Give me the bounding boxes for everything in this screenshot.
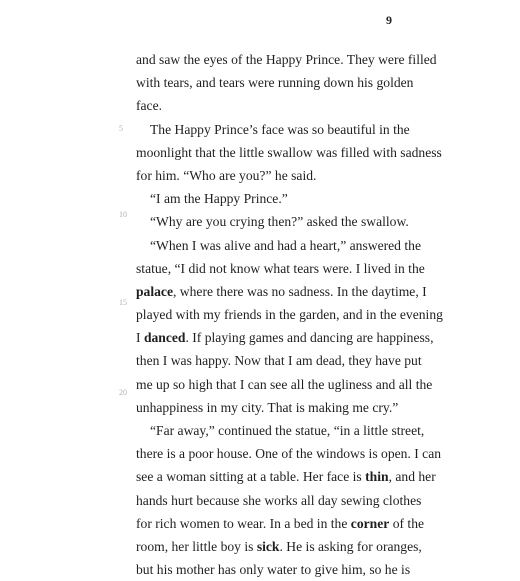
glossary-word: thin: [365, 469, 389, 485]
text-run: face.: [136, 98, 163, 114]
body-text: [136, 48, 443, 581]
text-run: “When I was alive and had a heart,” answered the: [150, 237, 421, 253]
text-run: and saw the eyes of the Happy Prince. They were filled: [136, 52, 437, 67]
text-run: “Why are you crying then?” asked the swallow.: [150, 214, 409, 230]
text-line: [136, 118, 410, 141]
line-number-15: 15: [119, 298, 127, 307]
text-run: there is a poor house. One of the windows is open. I can: [136, 446, 442, 462]
text-run: me up so high that I can see all the ugliness and all the: [136, 376, 433, 392]
text-line: [136, 512, 425, 535]
text-line: [136, 94, 392, 117]
text-run: unhappiness in my city. That is making me cry.”: [136, 399, 399, 415]
text-line: [136, 71, 414, 94]
text-run: . He is asking for oranges,: [279, 538, 422, 554]
line-number-10: 10: [119, 210, 127, 219]
text-run: “I am the Happy Prince.”: [150, 191, 288, 207]
text-line: [136, 257, 425, 280]
text-line: [136, 48, 437, 71]
text-line: [136, 558, 411, 581]
text-run: hands hurt because she works all day sewing clothes: [136, 492, 422, 508]
text-run: , where there was no sadness. In the daytime, I: [173, 283, 427, 299]
text-run: . If playing games and dancing are happiness,: [185, 330, 434, 346]
glossary-word: corner: [350, 515, 390, 531]
text-line: [136, 326, 434, 349]
text-run: , and her: [388, 469, 436, 485]
text-run: The Happy Prince’s face was so beautiful in the: [150, 121, 410, 137]
page-number: 9: [386, 13, 392, 27]
text-line: [136, 489, 422, 512]
text-line: [136, 373, 433, 396]
text-line: [136, 442, 442, 465]
text-line: [136, 164, 392, 187]
text-run: moonlight that the little swallow was filled with sadness: [136, 144, 442, 160]
text-line: [136, 280, 427, 303]
text-run: for him. “Who are you?” he said.: [136, 167, 317, 183]
text-line: [136, 141, 442, 164]
text-run: but his mother has only water to give him, so he is: [136, 562, 411, 578]
text-line: [136, 187, 392, 210]
text-line: [136, 396, 399, 419]
text-line: [136, 234, 421, 257]
line-number-20: 20: [119, 388, 127, 397]
text-run: statue, “I did not know what tears were. I lived in the: [136, 260, 425, 276]
text-run: for rich women to wear. In a bed in the: [136, 515, 351, 531]
text-run: then I was happy. Now that I am dead, they have put: [136, 353, 422, 369]
line-number-5: 5: [119, 124, 123, 133]
glossary-word: danced: [143, 330, 186, 346]
text-line: [136, 419, 425, 442]
text-line: [136, 303, 443, 326]
glossary-word: palace: [136, 283, 173, 299]
text-line: [136, 535, 422, 558]
text-run: I: [136, 330, 144, 346]
text-run: room, her little boy is: [136, 538, 257, 554]
glossary-word: sick: [256, 538, 280, 554]
text-run: with tears, and tears were running down his golden: [136, 75, 414, 91]
text-line: [136, 465, 436, 488]
text-line: [136, 349, 422, 372]
text-line: [136, 210, 409, 233]
text-run: see a woman sitting at a table. Her face is: [136, 469, 366, 485]
text-run: “Far away,” continued the statue, “in a little street,: [150, 423, 425, 438]
text-run: played with my friends in the garden, and in the evening: [136, 307, 443, 323]
text-run: of the: [389, 515, 425, 531]
